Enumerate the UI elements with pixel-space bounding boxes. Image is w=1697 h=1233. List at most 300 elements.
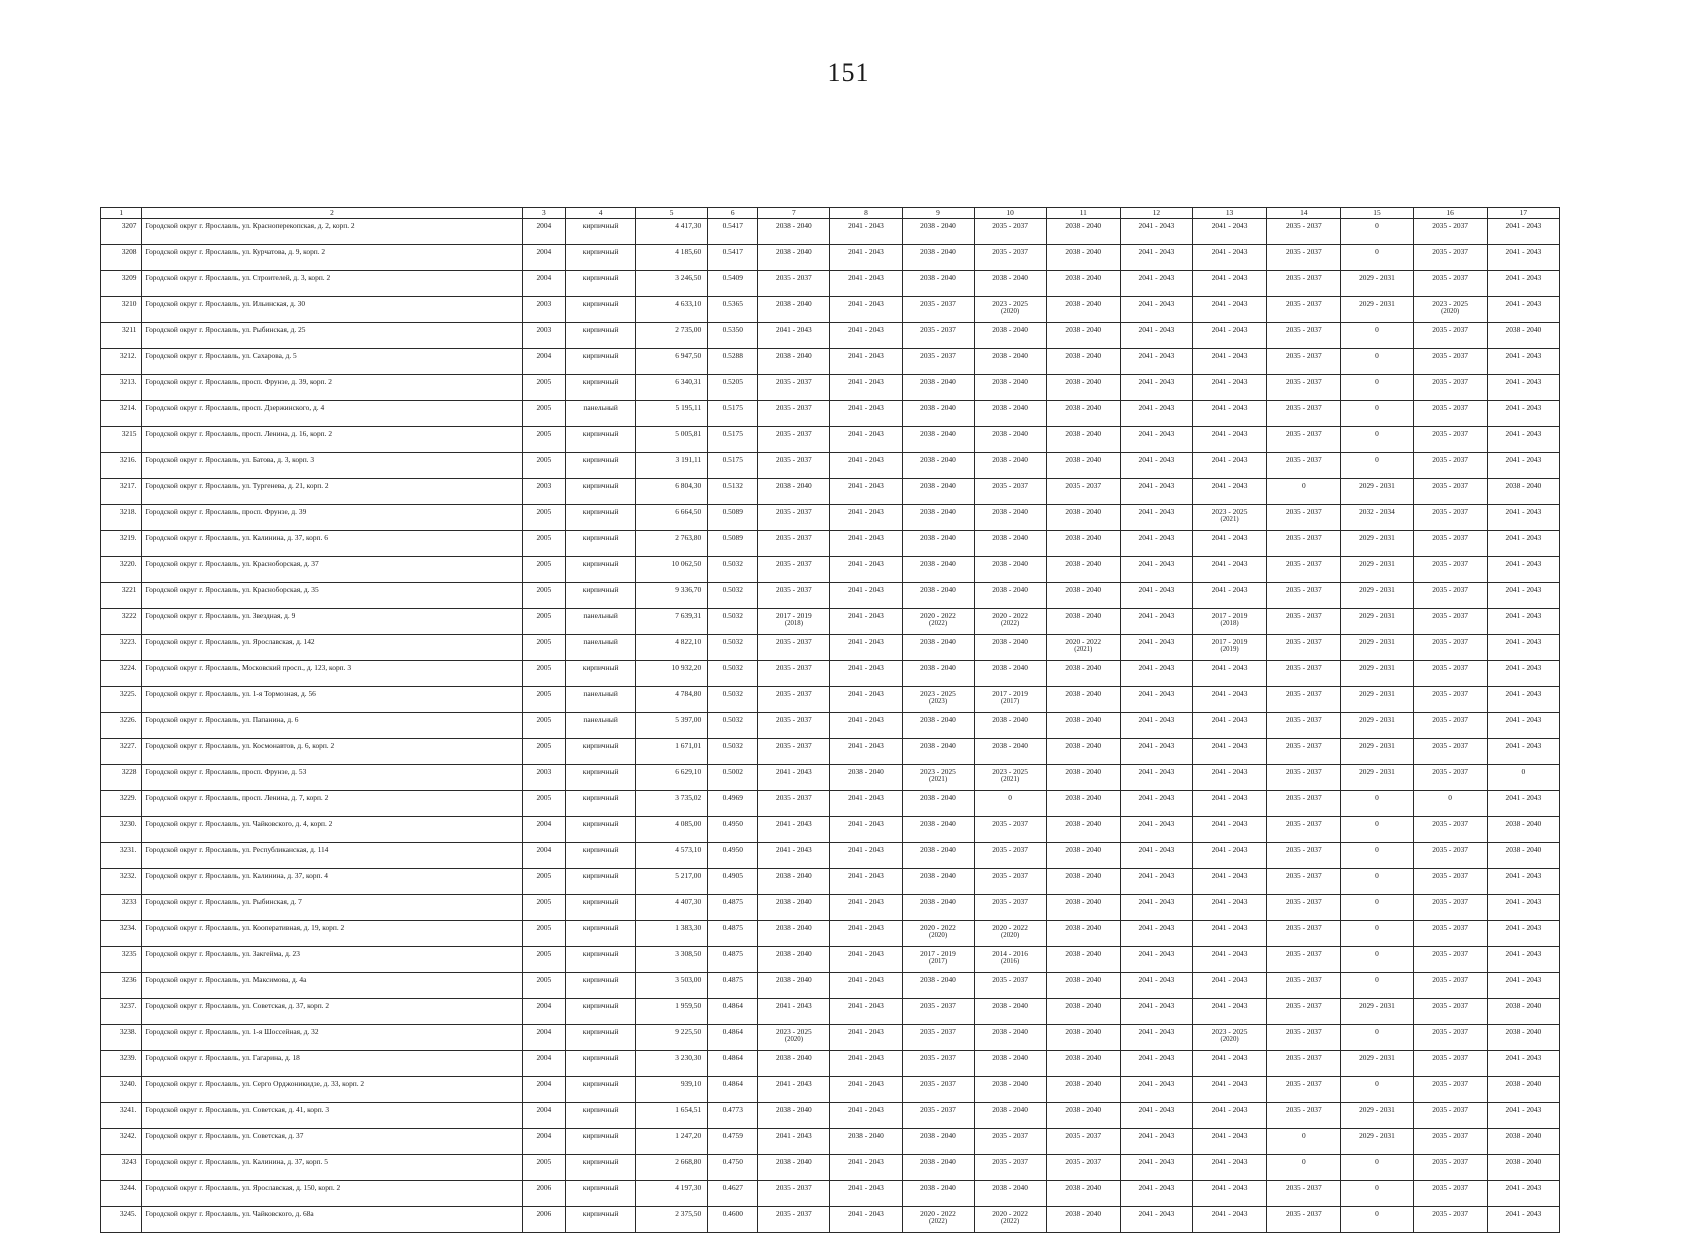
table-cell: 0.4950: [708, 817, 758, 843]
table-cell: 2029 - 2031: [1341, 583, 1413, 609]
table-cell: 2041 - 2043: [830, 687, 902, 713]
table-cell: 2035 - 2037: [1413, 427, 1487, 453]
table-cell: 0.5032: [708, 739, 758, 765]
column-header-9: 9: [902, 208, 974, 219]
table-cell: 2041 - 2043: [1487, 713, 1559, 739]
cell-period-note: (2018): [1220, 620, 1239, 627]
table-cell: 0: [1341, 1077, 1413, 1103]
table-cell: 0.5365: [708, 297, 758, 323]
row-number-cell: 3213.: [101, 375, 142, 401]
table-cell: 2035 - 2037: [758, 505, 830, 531]
address-cell: Городской округ г. Ярославль, просп. Ленина, д. 16, корп. 2: [142, 427, 522, 453]
table-cell: 2041 - 2043: [830, 843, 902, 869]
area-cell: 1 959,50: [636, 999, 708, 1025]
table-cell: 2035 - 2037: [1267, 453, 1341, 479]
table-cell: 2041 - 2043: [830, 895, 902, 921]
table-cell: [1413, 297, 1487, 323]
area-cell: 1 247,20: [636, 1129, 708, 1155]
table-cell: 2041 - 2043: [758, 999, 830, 1025]
table-cell: 0.4875: [708, 947, 758, 973]
table-row: [101, 713, 1560, 739]
address-cell: Городской округ г. Ярославль, ул. Гагарина, д. 18: [142, 1051, 522, 1077]
table-cell: 2035 - 2037: [974, 869, 1046, 895]
table-cell: 2038 - 2040: [830, 765, 902, 791]
column-header-10: 10: [974, 208, 1046, 219]
area-cell: 4 822,10: [636, 635, 708, 661]
cell-period: 2023 - 2025: [992, 767, 1028, 776]
table-cell: кирпичный: [566, 427, 636, 453]
table-cell: 2041 - 2043: [830, 1025, 902, 1051]
area-cell: 4 085,00: [636, 817, 708, 843]
table-cell: 0.4905: [708, 869, 758, 895]
cell-period: 2020 - 2022: [920, 1209, 956, 1218]
table-cell: 2041 - 2043: [1120, 973, 1192, 999]
table-cell: 2041 - 2043: [830, 999, 902, 1025]
table-cell: 2041 - 2043: [1120, 999, 1192, 1025]
address-cell: Городской округ г. Ярославль, просп. Ленина, д. 7, корп. 2: [142, 791, 522, 817]
table-cell: 2041 - 2043: [830, 869, 902, 895]
table-cell: 2038 - 2040: [974, 661, 1046, 687]
area-cell: 1 671,01: [636, 739, 708, 765]
table-cell: 2035 - 2037: [902, 1103, 974, 1129]
table-cell: 2005: [522, 973, 566, 999]
table-cell: 2004: [522, 1051, 566, 1077]
table-cell: 2038 - 2040: [902, 869, 974, 895]
table-cell: 0.5205: [708, 375, 758, 401]
table-cell: 0.4950: [708, 843, 758, 869]
table-cell: 2038 - 2040: [1487, 817, 1559, 843]
table-cell: 2041 - 2043: [1192, 869, 1266, 895]
table-cell: 0: [1341, 817, 1413, 843]
cell-period-note: (2022): [1001, 620, 1020, 627]
table-cell: 2038 - 2040: [758, 219, 830, 245]
cell-period-note: (2020): [1001, 932, 1020, 939]
table-cell: 2038 - 2040: [1487, 843, 1559, 869]
table-cell: 2038 - 2040: [974, 505, 1046, 531]
address-cell: Городской округ г. Ярославль, ул. Красноперекопская, д. 2, корп. 2: [142, 219, 522, 245]
table-cell: панельный: [566, 401, 636, 427]
row-number-cell: 3240.: [101, 1077, 142, 1103]
table-cell: 0: [1341, 349, 1413, 375]
table-cell: 2029 - 2031: [1341, 479, 1413, 505]
table-cell: кирпичный: [566, 999, 636, 1025]
table-cell: 2038 - 2040: [1046, 349, 1120, 375]
table-cell: кирпичный: [566, 323, 636, 349]
row-number-cell: 3221: [101, 583, 142, 609]
table-cell: 2006: [522, 1207, 566, 1233]
table-row: [101, 583, 1560, 609]
table-row: [101, 245, 1560, 271]
table-cell: [902, 921, 974, 947]
row-number-cell: 3230.: [101, 817, 142, 843]
table-cell: 2038 - 2040: [1487, 1025, 1559, 1051]
table-cell: 2041 - 2043: [1120, 297, 1192, 323]
table-cell: 2041 - 2043: [830, 479, 902, 505]
address-cell: Городской округ г. Ярославль, ул. Тургенева, д. 21, корп. 2: [142, 479, 522, 505]
table-cell: 2041 - 2043: [830, 375, 902, 401]
area-cell: 4 633,10: [636, 297, 708, 323]
table-cell: 2041 - 2043: [1192, 245, 1266, 271]
table-cell: 2004: [522, 1025, 566, 1051]
table-cell: 2038 - 2040: [902, 791, 974, 817]
table-row: [101, 791, 1560, 817]
table-cell: кирпичный: [566, 817, 636, 843]
table-cell: 2005: [522, 401, 566, 427]
column-header-14: 14: [1267, 208, 1341, 219]
table-cell: 2041 - 2043: [830, 713, 902, 739]
cell-period: 2014 - 2016: [992, 949, 1028, 958]
table-cell: 2041 - 2043: [1192, 297, 1266, 323]
table-cell: 2035 - 2037: [758, 791, 830, 817]
table-cell: 0: [1341, 1181, 1413, 1207]
table-cell: 2038 - 2040: [1487, 1077, 1559, 1103]
cell-period: 2017 - 2019: [992, 689, 1028, 698]
table-cell: 2035 - 2037: [1267, 531, 1341, 557]
table-cell: 2035 - 2037: [1267, 609, 1341, 635]
table-cell: 2006: [522, 1181, 566, 1207]
table-cell: 2038 - 2040: [902, 713, 974, 739]
table-cell: [1192, 635, 1266, 661]
table-cell: 2035 - 2037: [1267, 1181, 1341, 1207]
table-cell: 2041 - 2043: [1192, 713, 1266, 739]
table-cell: 2041 - 2043: [830, 557, 902, 583]
table-cell: 2041 - 2043: [1487, 687, 1559, 713]
table-row: [101, 739, 1560, 765]
table-cell: 2035 - 2037: [758, 557, 830, 583]
table-cell: 2035 - 2037: [1413, 401, 1487, 427]
table-cell: 2041 - 2043: [758, 817, 830, 843]
table-cell: 2029 - 2031: [1341, 297, 1413, 323]
table-cell: 2035 - 2037: [1413, 323, 1487, 349]
table-cell: 2041 - 2043: [1487, 739, 1559, 765]
table-cell: 0: [1341, 895, 1413, 921]
table-cell: 0: [1267, 479, 1341, 505]
table-cell: кирпичный: [566, 739, 636, 765]
table-cell: 2035 - 2037: [1267, 1103, 1341, 1129]
row-number-cell: 3223.: [101, 635, 142, 661]
page-number: 151: [827, 58, 870, 87]
table-cell: 2038 - 2040: [758, 869, 830, 895]
table-cell: 2035 - 2037: [758, 1207, 830, 1233]
table-cell: 2041 - 2043: [1192, 1207, 1266, 1233]
table-cell: 2041 - 2043: [1487, 1051, 1559, 1077]
table-row: [101, 869, 1560, 895]
table-cell: 2038 - 2040: [974, 557, 1046, 583]
column-header-16: 16: [1413, 208, 1487, 219]
table-cell: 2038 - 2040: [830, 1129, 902, 1155]
table-cell: кирпичный: [566, 1025, 636, 1051]
row-number-cell: 3241.: [101, 1103, 142, 1129]
table-cell: 2041 - 2043: [758, 323, 830, 349]
table-cell: 0.5032: [708, 583, 758, 609]
table-cell: 2041 - 2043: [830, 1103, 902, 1129]
table-cell: кирпичный: [566, 271, 636, 297]
table-cell: 2041 - 2043: [830, 1155, 902, 1181]
table-cell: панельный: [566, 635, 636, 661]
table-row: [101, 817, 1560, 843]
table-cell: 2035 - 2037: [1413, 453, 1487, 479]
table-cell: 2035 - 2037: [1267, 427, 1341, 453]
table-cell: 2041 - 2043: [1192, 1051, 1266, 1077]
table-cell: 2041 - 2043: [1487, 557, 1559, 583]
row-number-cell: 3220.: [101, 557, 142, 583]
table-cell: 2038 - 2040: [1046, 791, 1120, 817]
table-cell: кирпичный: [566, 531, 636, 557]
address-cell: Городской округ г. Ярославль, просп. Фрунзе, д. 39, корп. 2: [142, 375, 522, 401]
table-cell: [902, 765, 974, 791]
area-cell: 4 407,30: [636, 895, 708, 921]
table-row: [101, 453, 1560, 479]
table-cell: 0: [1341, 375, 1413, 401]
row-number-cell: 3237.: [101, 999, 142, 1025]
table-cell: кирпичный: [566, 1181, 636, 1207]
table-cell: 2041 - 2043: [830, 947, 902, 973]
column-header-2: 2: [142, 208, 522, 219]
table-cell: 2041 - 2043: [758, 1077, 830, 1103]
table-cell: 2005: [522, 1155, 566, 1181]
table-cell: 2004: [522, 1129, 566, 1155]
area-cell: 5 397,00: [636, 713, 708, 739]
row-number-cell: 3212.: [101, 349, 142, 375]
table-cell: 0.4875: [708, 921, 758, 947]
table-cell: 2041 - 2043: [1192, 323, 1266, 349]
table-cell: 0.4773: [708, 1103, 758, 1129]
row-number-cell: 3243: [101, 1155, 142, 1181]
table-cell: кирпичный: [566, 895, 636, 921]
address-cell: Городской округ г. Ярославль, ул. Калинина, д. 37, корп. 5: [142, 1155, 522, 1181]
table-cell: 2035 - 2037: [1413, 1077, 1487, 1103]
table-cell: 2035 - 2037: [1413, 1025, 1487, 1051]
table-cell: кирпичный: [566, 843, 636, 869]
table-row: [101, 947, 1560, 973]
table-cell: 2038 - 2040: [758, 297, 830, 323]
table-cell: 2041 - 2043: [830, 505, 902, 531]
table-cell: 2004: [522, 1103, 566, 1129]
table-cell: 2038 - 2040: [902, 271, 974, 297]
table-row: [101, 479, 1560, 505]
area-cell: 5 195,11: [636, 401, 708, 427]
table-row: [101, 661, 1560, 687]
table-cell: 2041 - 2043: [1120, 1155, 1192, 1181]
cell-period: 2020 - 2022: [992, 923, 1028, 932]
table-cell: 2038 - 2040: [902, 401, 974, 427]
row-number-cell: 3238.: [101, 1025, 142, 1051]
address-cell: Городской округ г. Ярославль, ул. Папанина, д. 6: [142, 713, 522, 739]
table-cell: 2005: [522, 557, 566, 583]
table-cell: панельный: [566, 687, 636, 713]
table-cell: [974, 1207, 1046, 1233]
table-cell: 2035 - 2037: [1413, 1207, 1487, 1233]
table-cell: [902, 947, 974, 973]
table-cell: 2029 - 2031: [1341, 1103, 1413, 1129]
table-cell: 0.5032: [708, 635, 758, 661]
row-number-cell: 3228: [101, 765, 142, 791]
area-cell: 2 375,50: [636, 1207, 708, 1233]
address-cell: Городской округ г. Ярославль, просп. Фрунзе, д. 53: [142, 765, 522, 791]
table-cell: 2035 - 2037: [1267, 297, 1341, 323]
table-cell: 2005: [522, 895, 566, 921]
table-cell: [974, 947, 1046, 973]
table-cell: 2041 - 2043: [1487, 1103, 1559, 1129]
cell-period: 2023 - 2025: [920, 767, 956, 776]
address-cell: Городской округ г. Ярославль, ул. Звездная, д. 9: [142, 609, 522, 635]
table-cell: 2035 - 2037: [1267, 1207, 1341, 1233]
table-cell: 2004: [522, 219, 566, 245]
table-cell: кирпичный: [566, 453, 636, 479]
table-cell: 2038 - 2040: [974, 1051, 1046, 1077]
table-row: [101, 531, 1560, 557]
table-cell: 2041 - 2043: [1120, 895, 1192, 921]
column-header-5: 5: [636, 208, 708, 219]
table-cell: 2041 - 2043: [830, 427, 902, 453]
table-cell: [758, 1025, 830, 1051]
column-header-15: 15: [1341, 208, 1413, 219]
table-row: [101, 1025, 1560, 1051]
table-cell: 2038 - 2040: [1046, 453, 1120, 479]
row-number-cell: 3217.: [101, 479, 142, 505]
area-cell: 3 308,50: [636, 947, 708, 973]
cell-period: 2023 - 2025: [1432, 299, 1468, 308]
table-cell: 2035 - 2037: [902, 1025, 974, 1051]
table-cell: 2029 - 2031: [1341, 557, 1413, 583]
cell-period-note: (2023): [928, 698, 948, 705]
table-cell: 2038 - 2040: [758, 973, 830, 999]
table-cell: 0: [1341, 1025, 1413, 1051]
table-cell: 2035 - 2037: [1267, 791, 1341, 817]
area-cell: 10 932,20: [636, 661, 708, 687]
table-cell: 2041 - 2043: [758, 765, 830, 791]
table-cell: 2035 - 2037: [974, 1129, 1046, 1155]
table-cell: 2038 - 2040: [1046, 869, 1120, 895]
table-cell: 2035 - 2037: [1413, 739, 1487, 765]
table-cell: 2005: [522, 609, 566, 635]
table-cell: 2041 - 2043: [830, 661, 902, 687]
cell-period-note: (2022): [928, 620, 948, 627]
table-cell: 2041 - 2043: [1192, 1155, 1266, 1181]
table-cell: 2035 - 2037: [1267, 973, 1341, 999]
table-row: [101, 557, 1560, 583]
column-header-3: 3: [522, 208, 566, 219]
table-cell: 2038 - 2040: [1046, 557, 1120, 583]
table-cell: 2035 - 2037: [1413, 1129, 1487, 1155]
table-cell: 2041 - 2043: [1487, 661, 1559, 687]
table-cell: 2035 - 2037: [1413, 895, 1487, 921]
table-cell: 2041 - 2043: [1120, 1181, 1192, 1207]
table-cell: 2035 - 2037: [758, 271, 830, 297]
table-cell: 0: [1267, 1155, 1341, 1181]
table-cell: 2038 - 2040: [1046, 895, 1120, 921]
table-cell: 2003: [522, 297, 566, 323]
table-row: [101, 973, 1560, 999]
table-cell: 0.5032: [708, 557, 758, 583]
table-cell: 2038 - 2040: [974, 999, 1046, 1025]
table-cell: 2041 - 2043: [1487, 791, 1559, 817]
row-number-cell: 3218.: [101, 505, 142, 531]
table-cell: 2035 - 2037: [1267, 1051, 1341, 1077]
table-cell: 2041 - 2043: [1120, 713, 1192, 739]
table-cell: [902, 609, 974, 635]
table-cell: 2004: [522, 817, 566, 843]
cell-period: 2020 - 2022: [992, 611, 1028, 620]
table-cell: 0.5032: [708, 661, 758, 687]
table-cell: 0.4627: [708, 1181, 758, 1207]
table-cell: 2038 - 2040: [974, 401, 1046, 427]
table-cell: 2041 - 2043: [1487, 895, 1559, 921]
table-cell: 2035 - 2037: [1413, 219, 1487, 245]
table-cell: 2038 - 2040: [1046, 947, 1120, 973]
table-cell: 2035 - 2037: [1413, 479, 1487, 505]
row-number-cell: 3233: [101, 895, 142, 921]
table-cell: 2038 - 2040: [902, 1181, 974, 1207]
column-header-11: 11: [1046, 208, 1120, 219]
table-cell: 2005: [522, 453, 566, 479]
table-cell: 2041 - 2043: [830, 323, 902, 349]
table-cell: кирпичный: [566, 973, 636, 999]
table-cell: 2038 - 2040: [1046, 609, 1120, 635]
table-cell: [1192, 1025, 1266, 1051]
address-cell: Городской округ г. Ярославль, ул. Рыбинская, д. 25: [142, 323, 522, 349]
address-cell: Городской округ г. Ярославль, ул. Строителей, д. 3, корп. 2: [142, 271, 522, 297]
address-cell: Городской округ г. Ярославль, ул. Космонавтов, д. 6, корп. 2: [142, 739, 522, 765]
table-cell: 2035 - 2037: [1413, 921, 1487, 947]
table-cell: 0: [1341, 843, 1413, 869]
table-cell: 2041 - 2043: [1120, 921, 1192, 947]
table-cell: 2041 - 2043: [1120, 947, 1192, 973]
cell-period: 2023 - 2025: [1211, 507, 1248, 516]
table-cell: 0: [1341, 921, 1413, 947]
table-cell: 2038 - 2040: [902, 1155, 974, 1181]
address-cell: Городской округ г. Ярославль, ул. Калинина, д. 37, корп. 4: [142, 869, 522, 895]
table-cell: 2038 - 2040: [902, 739, 974, 765]
area-cell: 4 417,30: [636, 219, 708, 245]
row-number-cell: 3244.: [101, 1181, 142, 1207]
table-cell: 2038 - 2040: [758, 479, 830, 505]
cell-period-note: (2021): [1220, 516, 1239, 523]
table-cell: 2005: [522, 531, 566, 557]
table-cell: 2041 - 2043: [830, 1181, 902, 1207]
address-cell: Городской округ г. Ярославль, ул. Республиканская, д. 114: [142, 843, 522, 869]
table-cell: 2041 - 2043: [1192, 895, 1266, 921]
table-cell: 2041 - 2043: [1120, 531, 1192, 557]
table-cell: 2041 - 2043: [1120, 583, 1192, 609]
table-cell: 2041 - 2043: [1487, 401, 1559, 427]
table-cell: 2029 - 2031: [1341, 1051, 1413, 1077]
table-cell: 2035 - 2037: [1267, 895, 1341, 921]
table-cell: 0.4875: [708, 895, 758, 921]
address-cell: Городской округ г. Ярославль, ул. Чайковского, д. 4, корп. 2: [142, 817, 522, 843]
table-cell: 2035 - 2037: [974, 895, 1046, 921]
table-cell: 2041 - 2043: [1192, 765, 1266, 791]
table-cell: 2029 - 2031: [1341, 687, 1413, 713]
table-cell: 2041 - 2043: [1192, 427, 1266, 453]
area-cell: 939,10: [636, 1077, 708, 1103]
table-row: [101, 843, 1560, 869]
row-number-cell: 3225.: [101, 687, 142, 713]
table-cell: 2035 - 2037: [902, 1077, 974, 1103]
table-cell: 2038 - 2040: [1046, 843, 1120, 869]
table-cell: кирпичный: [566, 557, 636, 583]
table-cell: 2038 - 2040: [1046, 713, 1120, 739]
table-cell: 2041 - 2043: [1120, 271, 1192, 297]
table-cell: 2035 - 2037: [1267, 635, 1341, 661]
table-cell: 2041 - 2043: [830, 219, 902, 245]
row-number-cell: 3231.: [101, 843, 142, 869]
column-header-12: 12: [1120, 208, 1192, 219]
table-cell: 2032 - 2034: [1341, 505, 1413, 531]
table-cell: 0: [1341, 453, 1413, 479]
row-number-cell: 3224.: [101, 661, 142, 687]
row-number-cell: 3229.: [101, 791, 142, 817]
